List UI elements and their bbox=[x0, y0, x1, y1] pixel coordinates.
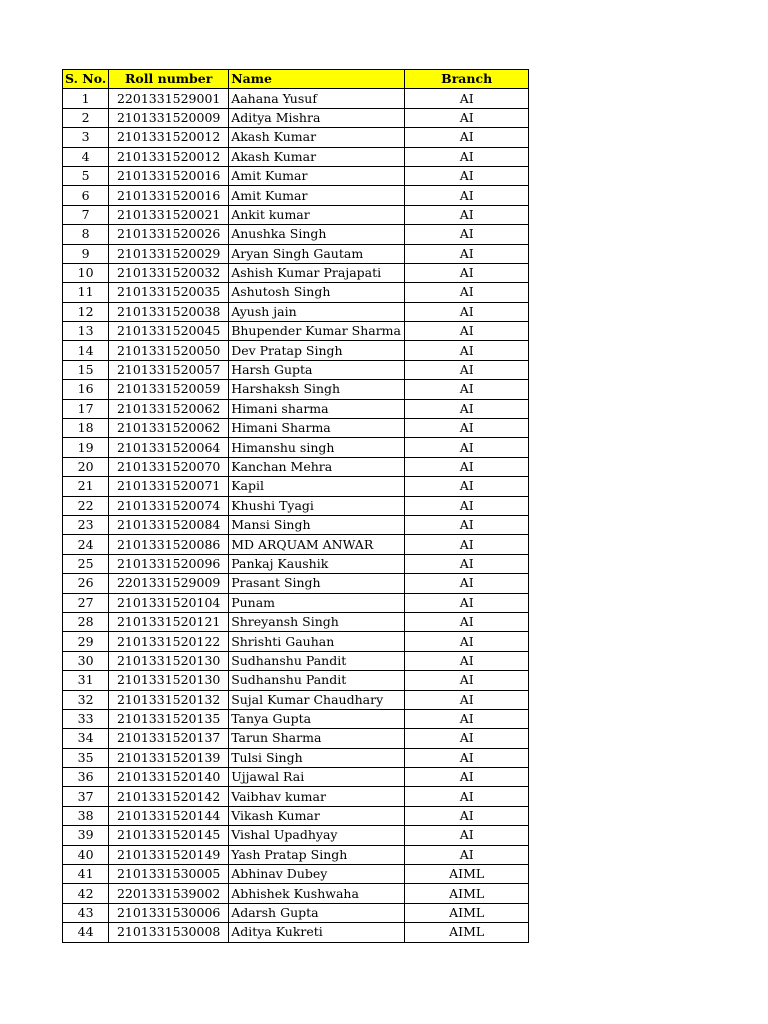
table-row bbox=[63, 128, 529, 147]
cell-sno: 44 bbox=[63, 923, 109, 942]
cell-sno: 40 bbox=[63, 845, 109, 864]
cell-branch: AI bbox=[405, 574, 529, 593]
cell-name: Pankaj Kaushik bbox=[229, 554, 405, 573]
cell-roll-number: 2101331520135 bbox=[109, 709, 229, 728]
cell-sno: 38 bbox=[63, 806, 109, 825]
cell-name: Punam bbox=[229, 593, 405, 612]
cell-name: Amit Kumar bbox=[229, 166, 405, 185]
table-row bbox=[63, 225, 529, 244]
cell-branch: AI bbox=[405, 554, 529, 573]
header-branch: Branch bbox=[405, 70, 529, 89]
table-row bbox=[63, 593, 529, 612]
table-row bbox=[63, 845, 529, 864]
cell-sno: 10 bbox=[63, 263, 109, 282]
cell-name: Ashish Kumar Prajapati bbox=[229, 263, 405, 282]
cell-sno: 2 bbox=[63, 108, 109, 127]
cell-branch: AI bbox=[405, 360, 529, 379]
cell-branch: AI bbox=[405, 690, 529, 709]
cell-name: Vaibhav kumar bbox=[229, 787, 405, 806]
cell-name: Akash Kumar bbox=[229, 128, 405, 147]
cell-name: Adarsh Gupta bbox=[229, 903, 405, 922]
cell-branch: AI bbox=[405, 496, 529, 515]
table-row bbox=[63, 302, 529, 321]
cell-name: Tarun Sharma bbox=[229, 729, 405, 748]
cell-roll-number: 2101331520144 bbox=[109, 806, 229, 825]
cell-name: Khushi Tyagi bbox=[229, 496, 405, 515]
cell-roll-number: 2101331520084 bbox=[109, 515, 229, 534]
cell-sno: 23 bbox=[63, 515, 109, 534]
cell-branch: AI bbox=[405, 302, 529, 321]
cell-name: Vishal Upadhyay bbox=[229, 826, 405, 845]
cell-roll-number: 2101331520062 bbox=[109, 399, 229, 418]
cell-roll-number: 2101331520012 bbox=[109, 147, 229, 166]
table-row bbox=[63, 690, 529, 709]
cell-name: Sudhanshu Pandit bbox=[229, 671, 405, 690]
cell-branch: AI bbox=[405, 632, 529, 651]
cell-name: Aryan Singh Gautam bbox=[229, 244, 405, 263]
table-row bbox=[63, 496, 529, 515]
cell-branch: AI bbox=[405, 806, 529, 825]
cell-sno: 15 bbox=[63, 360, 109, 379]
table-row bbox=[63, 515, 529, 534]
cell-name: Tanya Gupta bbox=[229, 709, 405, 728]
cell-roll-number: 2101331530006 bbox=[109, 903, 229, 922]
cell-roll-number: 2101331520059 bbox=[109, 380, 229, 399]
cell-name: Vikash Kumar bbox=[229, 806, 405, 825]
cell-name: Kanchan Mehra bbox=[229, 457, 405, 476]
cell-sno: 30 bbox=[63, 651, 109, 670]
cell-branch: AI bbox=[405, 283, 529, 302]
cell-sno: 25 bbox=[63, 554, 109, 573]
cell-sno: 21 bbox=[63, 477, 109, 496]
cell-sno: 17 bbox=[63, 399, 109, 418]
cell-name: Ankit kumar bbox=[229, 205, 405, 224]
cell-branch: AIML bbox=[405, 865, 529, 884]
cell-sno: 7 bbox=[63, 205, 109, 224]
table-row bbox=[63, 768, 529, 787]
cell-name: MD ARQUAM ANWAR bbox=[229, 535, 405, 554]
table-row bbox=[63, 903, 529, 922]
cell-branch: AI bbox=[405, 593, 529, 612]
cell-sno: 19 bbox=[63, 438, 109, 457]
cell-name: Aahana Yusuf bbox=[229, 89, 405, 108]
table-row bbox=[63, 457, 529, 476]
cell-sno: 41 bbox=[63, 865, 109, 884]
cell-branch: AIML bbox=[405, 923, 529, 942]
cell-roll-number: 2101331520137 bbox=[109, 729, 229, 748]
table-row bbox=[63, 108, 529, 127]
cell-roll-number: 2101331530008 bbox=[109, 923, 229, 942]
cell-sno: 5 bbox=[63, 166, 109, 185]
cell-branch: AI bbox=[405, 845, 529, 864]
table-row bbox=[63, 147, 529, 166]
table-row bbox=[63, 360, 529, 379]
table-row bbox=[63, 884, 529, 903]
cell-roll-number: 2101331520016 bbox=[109, 186, 229, 205]
table-row bbox=[63, 166, 529, 185]
cell-name: Aditya Kukreti bbox=[229, 923, 405, 942]
cell-sno: 24 bbox=[63, 535, 109, 554]
cell-roll-number: 2101331520021 bbox=[109, 205, 229, 224]
cell-sno: 26 bbox=[63, 574, 109, 593]
cell-branch: AI bbox=[405, 748, 529, 767]
cell-roll-number: 2201331529009 bbox=[109, 574, 229, 593]
cell-roll-number: 2101331520071 bbox=[109, 477, 229, 496]
cell-name: Shrishti Gauhan bbox=[229, 632, 405, 651]
header-sno: S. No. bbox=[63, 70, 109, 89]
cell-name: Ashutosh Singh bbox=[229, 283, 405, 302]
table-row bbox=[63, 612, 529, 631]
cell-sno: 18 bbox=[63, 419, 109, 438]
cell-roll-number: 2101331520050 bbox=[109, 341, 229, 360]
cell-branch: AI bbox=[405, 535, 529, 554]
cell-roll-number: 2101331520145 bbox=[109, 826, 229, 845]
cell-branch: AI bbox=[405, 787, 529, 806]
cell-sno: 29 bbox=[63, 632, 109, 651]
cell-sno: 22 bbox=[63, 496, 109, 515]
cell-name: Anushka Singh bbox=[229, 225, 405, 244]
cell-name: Mansi Singh bbox=[229, 515, 405, 534]
table-row bbox=[63, 651, 529, 670]
cell-sno: 42 bbox=[63, 884, 109, 903]
cell-branch: AI bbox=[405, 477, 529, 496]
cell-branch: AI bbox=[405, 263, 529, 282]
cell-name: Harsh Gupta bbox=[229, 360, 405, 379]
cell-name: Aditya Mishra bbox=[229, 108, 405, 127]
table-row bbox=[63, 574, 529, 593]
cell-branch: AI bbox=[405, 166, 529, 185]
table-row bbox=[63, 380, 529, 399]
cell-roll-number: 2101331520104 bbox=[109, 593, 229, 612]
table-row bbox=[63, 283, 529, 302]
table-row bbox=[63, 865, 529, 884]
table-row bbox=[63, 322, 529, 341]
cell-name: Amit Kumar bbox=[229, 186, 405, 205]
cell-name: Himanshu singh bbox=[229, 438, 405, 457]
cell-roll-number: 2101331520035 bbox=[109, 283, 229, 302]
cell-branch: AI bbox=[405, 651, 529, 670]
cell-branch: AI bbox=[405, 225, 529, 244]
cell-branch: AI bbox=[405, 380, 529, 399]
cell-branch: AI bbox=[405, 341, 529, 360]
cell-branch: AI bbox=[405, 438, 529, 457]
cell-branch: AI bbox=[405, 186, 529, 205]
table-row bbox=[63, 923, 529, 942]
table-row bbox=[63, 205, 529, 224]
cell-roll-number: 2101331520122 bbox=[109, 632, 229, 651]
cell-roll-number: 2101331520140 bbox=[109, 768, 229, 787]
cell-sno: 32 bbox=[63, 690, 109, 709]
cell-sno: 12 bbox=[63, 302, 109, 321]
table-row bbox=[63, 709, 529, 728]
table-row bbox=[63, 438, 529, 457]
cell-branch: AI bbox=[405, 399, 529, 418]
cell-roll-number: 2101331520009 bbox=[109, 108, 229, 127]
table-row bbox=[63, 89, 529, 108]
table-row bbox=[63, 787, 529, 806]
cell-sno: 11 bbox=[63, 283, 109, 302]
table-row bbox=[63, 399, 529, 418]
cell-roll-number: 2101331520057 bbox=[109, 360, 229, 379]
cell-branch: AI bbox=[405, 671, 529, 690]
cell-sno: 16 bbox=[63, 380, 109, 399]
table-row bbox=[63, 341, 529, 360]
cell-name: Sudhanshu Pandit bbox=[229, 651, 405, 670]
cell-sno: 36 bbox=[63, 768, 109, 787]
cell-roll-number: 2101331520130 bbox=[109, 651, 229, 670]
cell-roll-number: 2101331520142 bbox=[109, 787, 229, 806]
cell-roll-number: 2101331520062 bbox=[109, 419, 229, 438]
cell-name: Akash Kumar bbox=[229, 147, 405, 166]
table-row bbox=[63, 186, 529, 205]
cell-roll-number: 2101331520149 bbox=[109, 845, 229, 864]
cell-roll-number: 2101331520038 bbox=[109, 302, 229, 321]
cell-branch: AI bbox=[405, 515, 529, 534]
cell-name: Himani Sharma bbox=[229, 419, 405, 438]
cell-sno: 20 bbox=[63, 457, 109, 476]
cell-name: Abhinav Dubey bbox=[229, 865, 405, 884]
cell-branch: AI bbox=[405, 322, 529, 341]
cell-branch: AI bbox=[405, 108, 529, 127]
cell-roll-number: 2101331520086 bbox=[109, 535, 229, 554]
table-row bbox=[63, 477, 529, 496]
table-row bbox=[63, 419, 529, 438]
table-row bbox=[63, 826, 529, 845]
cell-roll-number: 2101331520130 bbox=[109, 671, 229, 690]
student-list-table bbox=[62, 69, 529, 943]
cell-roll-number: 2101331520032 bbox=[109, 263, 229, 282]
table-row bbox=[63, 806, 529, 825]
cell-name: Abhishek Kushwaha bbox=[229, 884, 405, 903]
cell-name: Yash Pratap Singh bbox=[229, 845, 405, 864]
table-row bbox=[63, 554, 529, 573]
table-row bbox=[63, 263, 529, 282]
cell-sno: 43 bbox=[63, 903, 109, 922]
cell-roll-number: 2101331520016 bbox=[109, 166, 229, 185]
table-row bbox=[63, 671, 529, 690]
header-row bbox=[63, 70, 529, 89]
cell-name: Harshaksh Singh bbox=[229, 380, 405, 399]
cell-sno: 6 bbox=[63, 186, 109, 205]
cell-branch: AI bbox=[405, 147, 529, 166]
cell-branch: AI bbox=[405, 826, 529, 845]
cell-sno: 8 bbox=[63, 225, 109, 244]
cell-name: Ayush jain bbox=[229, 302, 405, 321]
cell-sno: 1 bbox=[63, 89, 109, 108]
cell-roll-number: 2101331520045 bbox=[109, 322, 229, 341]
cell-name: Dev Pratap Singh bbox=[229, 341, 405, 360]
cell-name: Shreyansh Singh bbox=[229, 612, 405, 631]
cell-name: Tulsi Singh bbox=[229, 748, 405, 767]
cell-sno: 35 bbox=[63, 748, 109, 767]
cell-branch: AI bbox=[405, 89, 529, 108]
cell-roll-number: 2101331520096 bbox=[109, 554, 229, 573]
cell-branch: AI bbox=[405, 205, 529, 224]
cell-roll-number: 2101331520026 bbox=[109, 225, 229, 244]
cell-sno: 14 bbox=[63, 341, 109, 360]
cell-name: Himani sharma bbox=[229, 399, 405, 418]
cell-sno: 3 bbox=[63, 128, 109, 147]
cell-sno: 31 bbox=[63, 671, 109, 690]
cell-sno: 37 bbox=[63, 787, 109, 806]
cell-roll-number: 2101331520064 bbox=[109, 438, 229, 457]
cell-name: Sujal Kumar Chaudhary bbox=[229, 690, 405, 709]
cell-roll-number: 2101331520121 bbox=[109, 612, 229, 631]
cell-sno: 33 bbox=[63, 709, 109, 728]
table-row bbox=[63, 632, 529, 651]
cell-roll-number: 2101331520139 bbox=[109, 748, 229, 767]
cell-branch: AIML bbox=[405, 884, 529, 903]
cell-name: Ujjawal Rai bbox=[229, 768, 405, 787]
cell-roll-number: 2101331520012 bbox=[109, 128, 229, 147]
cell-branch: AI bbox=[405, 457, 529, 476]
cell-branch: AIML bbox=[405, 903, 529, 922]
cell-roll-number: 2101331520070 bbox=[109, 457, 229, 476]
cell-roll-number: 2101331520029 bbox=[109, 244, 229, 263]
table-row bbox=[63, 244, 529, 263]
cell-roll-number: 2201331529001 bbox=[109, 89, 229, 108]
cell-branch: AI bbox=[405, 612, 529, 631]
cell-sno: 39 bbox=[63, 826, 109, 845]
cell-roll-number: 2201331539002 bbox=[109, 884, 229, 903]
cell-roll-number: 2101331520074 bbox=[109, 496, 229, 515]
cell-name: Bhupender Kumar Sharma bbox=[229, 322, 405, 341]
cell-roll-number: 2101331530005 bbox=[109, 865, 229, 884]
table-body bbox=[63, 89, 529, 942]
cell-sno: 34 bbox=[63, 729, 109, 748]
cell-name: Kapil bbox=[229, 477, 405, 496]
cell-sno: 4 bbox=[63, 147, 109, 166]
cell-sno: 13 bbox=[63, 322, 109, 341]
cell-name: Prasant Singh bbox=[229, 574, 405, 593]
cell-branch: AI bbox=[405, 419, 529, 438]
table-row bbox=[63, 535, 529, 554]
table-row bbox=[63, 729, 529, 748]
header-roll-number: Roll number bbox=[109, 70, 229, 89]
cell-branch: AI bbox=[405, 729, 529, 748]
cell-branch: AI bbox=[405, 244, 529, 263]
cell-sno: 9 bbox=[63, 244, 109, 263]
table-header bbox=[63, 70, 529, 89]
table-row bbox=[63, 748, 529, 767]
header-name: Name bbox=[229, 70, 405, 89]
cell-roll-number: 2101331520132 bbox=[109, 690, 229, 709]
cell-sno: 28 bbox=[63, 612, 109, 631]
cell-branch: AI bbox=[405, 768, 529, 787]
cell-branch: AI bbox=[405, 709, 529, 728]
cell-sno: 27 bbox=[63, 593, 109, 612]
cell-branch: AI bbox=[405, 128, 529, 147]
